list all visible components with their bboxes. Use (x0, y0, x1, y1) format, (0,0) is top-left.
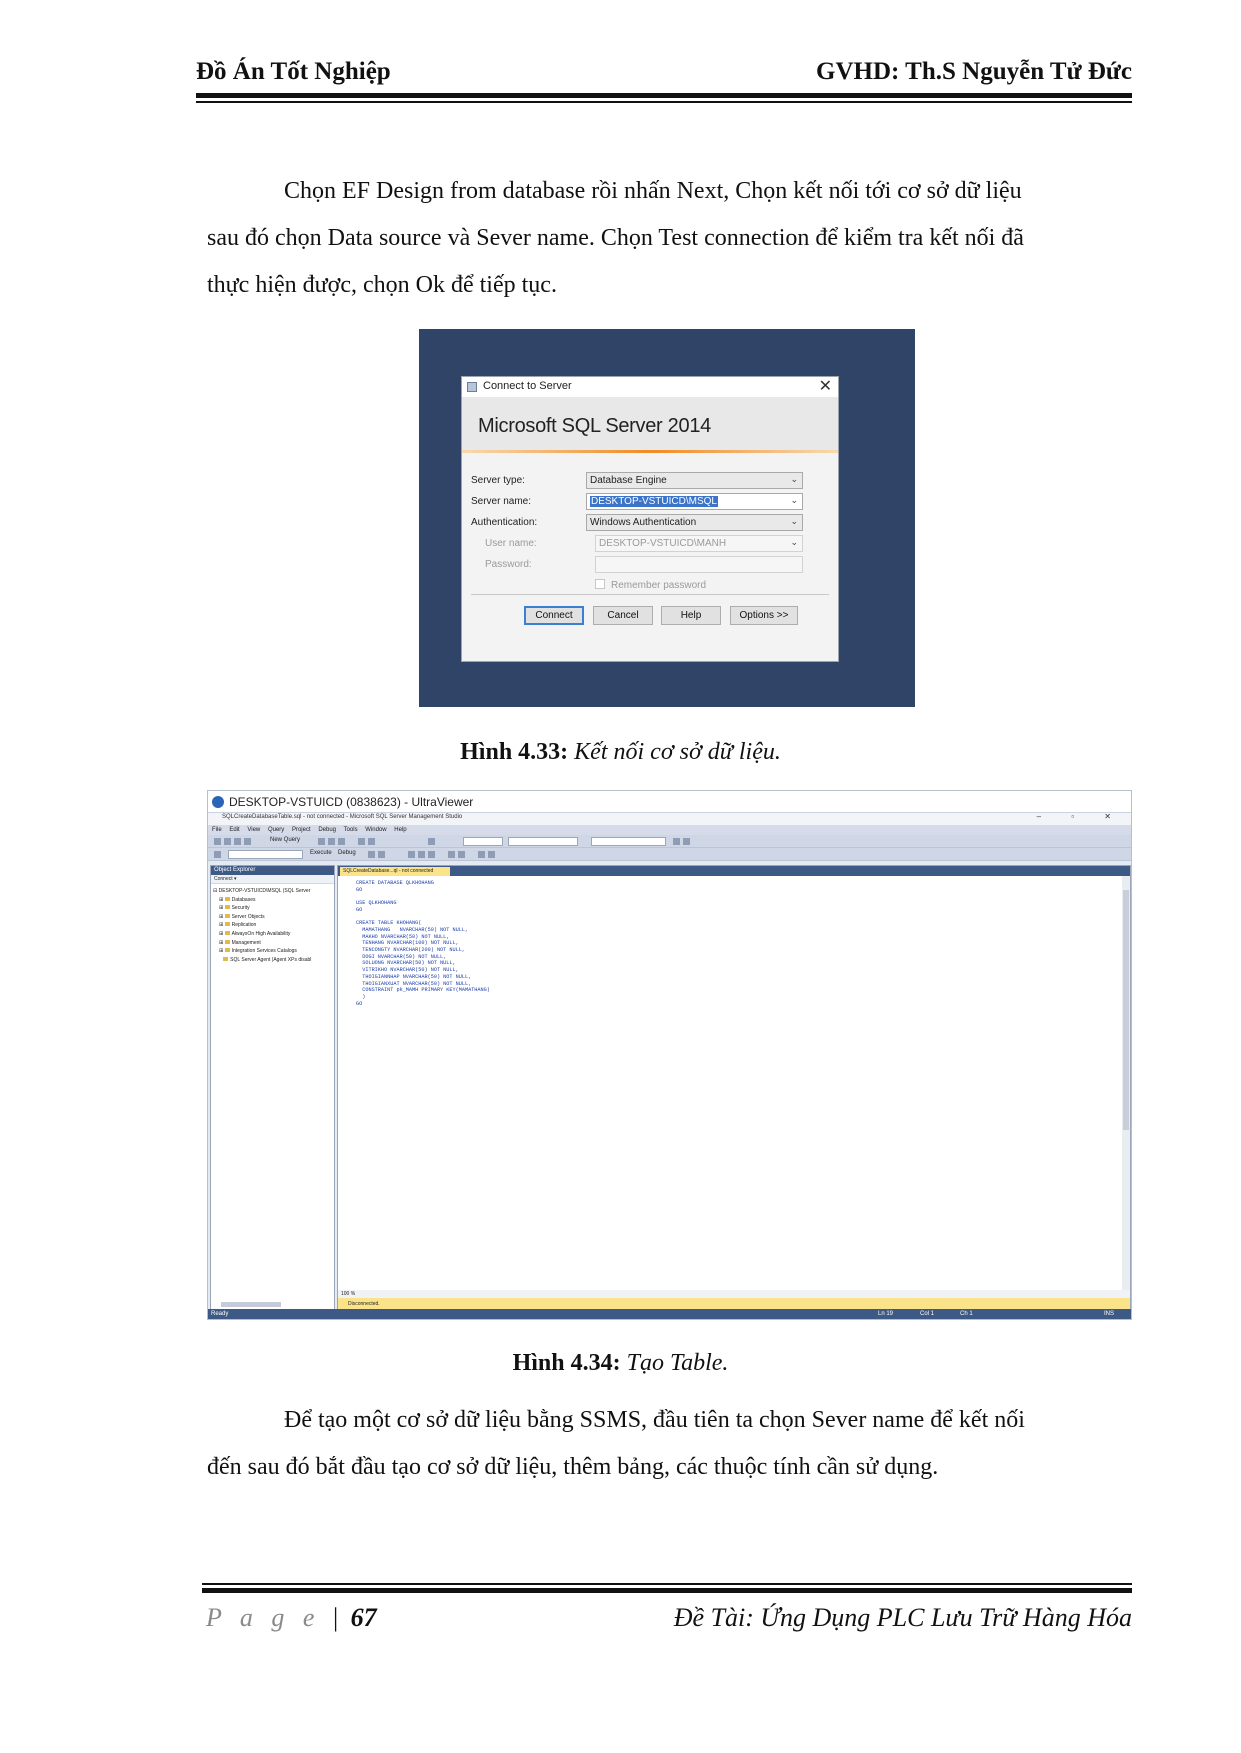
chevron-down-icon: ⌄ (790, 537, 798, 547)
code-line (356, 914, 490, 921)
menu-item-edit[interactable]: Edit (229, 827, 240, 833)
cancel-button[interactable]: Cancel (593, 606, 653, 625)
tree-item[interactable]: ⊞ Integration Services Catalogs (219, 948, 297, 955)
stop-icon[interactable] (368, 851, 375, 858)
user-name-label: User name: (485, 538, 537, 549)
code-line: GO (356, 886, 363, 893)
close-icon[interactable]: ✕ (818, 378, 832, 395)
chevron-down-icon: ⌄ (790, 516, 798, 526)
redo-icon[interactable] (368, 838, 375, 845)
paragraph-line: thực hiện được, chọn Ok để tiếp tục. (207, 272, 557, 298)
tree-item-label: Replication (231, 922, 257, 929)
tree-item-label: AlwaysOn High Availability (231, 930, 291, 937)
code-line: USE QLKHOHANG (356, 900, 397, 907)
password-label: Password: (485, 559, 532, 570)
tree-item-label: DESKTOP-VSTUICD\MSQL (SQL Server (218, 888, 311, 894)
results-file-icon[interactable] (428, 851, 435, 858)
zoom-level[interactable]: 100 % (338, 1290, 1130, 1298)
user-name-value: DESKTOP-VSTUICD\MANH (599, 538, 727, 549)
undo-icon[interactable] (358, 838, 365, 845)
save-icon[interactable] (234, 838, 241, 845)
connect-button[interactable]: Connect (524, 606, 584, 625)
solution-config-select[interactable] (463, 837, 503, 846)
paragraph-intro (207, 168, 1131, 309)
outdent-icon[interactable] (488, 851, 495, 858)
vertical-scrollbar[interactable] (1122, 876, 1130, 1301)
new-project-icon[interactable] (214, 838, 221, 845)
ultraviewer-titlebar (208, 791, 1131, 813)
debug-button[interactable]: Debug (338, 850, 356, 856)
authentication-label: Authentication: (471, 517, 538, 528)
figure-caption-4-33 (0, 739, 1241, 766)
tree-item[interactable]: ⊞ Replication (219, 922, 257, 929)
code-line (356, 893, 490, 900)
thesis-topic: Đề Tài: Ứng Dụng PLC Lưu Trữ Hàng Hóa (673, 1603, 1132, 1632)
ssms-titlebar (208, 813, 1131, 825)
tree-item[interactable]: ⊞ Databases (219, 896, 256, 903)
status-col: Col 1 (920, 1311, 935, 1317)
folder-icon (225, 905, 230, 909)
status-ready: Ready (211, 1311, 229, 1317)
server-name-label: Server name: (471, 496, 532, 507)
tree-item[interactable]: ⊞ Security (219, 905, 250, 912)
save-all-icon[interactable] (244, 838, 251, 845)
code-line: GO (356, 1000, 363, 1007)
tab-sql-file[interactable]: SQLCreateDatabase...ql - not connected (340, 867, 450, 876)
uncomment-icon[interactable] (458, 851, 465, 858)
results-grid-icon[interactable] (408, 851, 415, 858)
code-line: TENHANG NVARCHAR(100) NOT NULL, (356, 940, 459, 947)
menu-bar (208, 825, 1131, 835)
help-button[interactable]: Help (661, 606, 721, 625)
paragraph-ssms (207, 1397, 1131, 1491)
code-line: CREATE DATABASE QLKHOHANG (356, 880, 434, 886)
object-explorer-title: Object Explorer (211, 866, 334, 875)
dialog-title: Connect to Server (483, 380, 572, 392)
figure-connect-to-server (419, 329, 915, 707)
database-icon[interactable] (318, 838, 325, 845)
dialog-titlebar (462, 377, 838, 397)
paragraph-line: Chọn EF Design from database rồi nhấn Next, Chọn kết nối tới cơ sở dữ liệu (284, 178, 1022, 204)
menu-item-window[interactable]: Window (365, 827, 387, 833)
tree-item-label: Integration Services Catalogs (231, 948, 297, 955)
agent-icon (223, 957, 228, 961)
code-line: DOGI NVARCHAR(50) NOT NULL, (356, 953, 447, 960)
status-ins: INS (1104, 1311, 1115, 1317)
folder-icon (225, 922, 230, 926)
code-line: GO (356, 906, 363, 913)
tree-item[interactable]: ⊞ Server Objects (219, 913, 265, 920)
find-field[interactable] (591, 837, 666, 846)
standard-toolbar (208, 835, 1131, 848)
paragraph-line: đến sau đó bắt đầu tạo cơ sở dữ liệu, thêm bảng, các thuộc tính cần sử dụng. (207, 1454, 939, 1480)
parse-icon[interactable] (378, 851, 385, 858)
new-query-button[interactable]: New Query (270, 837, 301, 843)
server-name-row (471, 493, 821, 511)
code-line: TENCONGTY NVARCHAR(200) NOT NULL, (356, 947, 465, 954)
header-left-title: Đồ Án Tốt Nghiệp (196, 58, 391, 85)
results-text-icon[interactable] (418, 851, 425, 858)
user-name-select (595, 535, 803, 552)
folder-icon (225, 914, 230, 918)
server-type-label: Server type: (471, 475, 525, 486)
indent-icon[interactable] (478, 851, 485, 858)
platform-select[interactable] (508, 837, 578, 846)
page-separator: | (332, 1603, 339, 1632)
remember-password-checkbox (595, 579, 706, 591)
object-explorer-connect[interactable]: Connect ▾ (211, 875, 334, 884)
code-line: ) (356, 993, 366, 1000)
user-name-row (471, 535, 821, 553)
status-ch: Ch 1 (960, 1311, 973, 1317)
tree-item-label: SQL Server Agent (Agent XPs disabl (230, 956, 312, 963)
ultraviewer-icon (212, 796, 224, 808)
remember-password-label: Remember password (611, 580, 707, 591)
options-button[interactable]: Options >> (730, 606, 798, 625)
tree-item-label: Security (231, 905, 250, 912)
code-line: THOIGIANXUAT NVARCHAR(50) NOT NULL, (356, 980, 472, 987)
product-name: Microsoft SQL Server 2014 (478, 415, 711, 437)
server-name-value: DESKTOP-VSTUICD\MSQL (591, 496, 717, 507)
menu-item-view[interactable]: View (247, 827, 261, 833)
dialog-separator (471, 594, 829, 595)
menu-item-tools[interactable]: Tools (343, 827, 358, 833)
menu-item-query[interactable]: Query (267, 827, 285, 833)
password-row (471, 556, 821, 574)
menu-item-project[interactable]: Project (291, 827, 311, 833)
page-number: 67 (350, 1603, 377, 1632)
menu-item-file[interactable]: File (212, 827, 222, 833)
page-header (196, 58, 1132, 92)
status-line: Ln 19 (878, 1311, 894, 1317)
object-explorer-tree (213, 887, 311, 964)
header-rule-thin (196, 101, 1132, 103)
caption-text: Tạo Table. (626, 1350, 729, 1376)
tree-item[interactable] (213, 956, 311, 965)
horizontal-scrollbar[interactable] (221, 1302, 281, 1307)
run-icon[interactable] (428, 838, 435, 845)
ssms-title: SQLCreateDatabaseTable.sql - not connected - Microsoft SQL Server Management Studio (222, 814, 463, 820)
authentication-value: Windows Authentication (590, 517, 697, 528)
code-line: MAMATHANG NVARCHAR(50) NOT NULL, (356, 926, 469, 933)
query-editor (337, 865, 1131, 1311)
copy-icon[interactable] (328, 838, 335, 845)
paragraph-line: Để tạo một cơ sở dữ liệu bằng SSMS, đầu tiên ta chọn Sever name để kết nối (284, 1407, 1025, 1433)
page-footer (202, 1603, 1132, 1637)
sql-code[interactable] (356, 880, 490, 1007)
editor-tabstrip (338, 866, 1130, 876)
object-explorer-panel (210, 865, 335, 1311)
password-field (595, 556, 803, 573)
server-type-row (471, 472, 821, 490)
server-type-value: Database Engine (590, 475, 667, 486)
chevron-down-icon: ⌄ (790, 474, 798, 484)
code-line: THOIGIANNHAP NVARCHAR(50) NOT NULL, (356, 973, 472, 980)
window-controls[interactable]: – ▫ ✕ (1036, 812, 1125, 821)
status-bar (208, 1309, 1131, 1319)
folder-icon (225, 940, 230, 944)
footer-rule (202, 1588, 1132, 1593)
caption-text: Kết nối cơ sở dữ liệu. (574, 739, 781, 765)
code-line: MAKHO NVARCHAR(50) NOT NULL, (356, 933, 450, 940)
paste-icon[interactable] (338, 838, 345, 845)
code-line: CREATE TABLE KHOHANG( (356, 920, 422, 927)
authentication-row (471, 514, 821, 532)
code-line: SOLUONG NVARCHAR(50) NOT NULL, (356, 960, 456, 967)
tree-item-server[interactable]: ⊟ DESKTOP-VSTUICD\MSQL (SQL Server (213, 888, 311, 894)
paragraph-line: sau đó chọn Data source và Sever name. Chọn Test connection để kiểm tra kết nối đã (207, 225, 1024, 251)
execute-button[interactable]: Execute (310, 850, 332, 856)
figure-ssms-create-table (207, 790, 1132, 1320)
scroll-thumb[interactable] (1123, 890, 1129, 1130)
folder-icon (225, 931, 230, 935)
page-indicator (206, 1603, 377, 1633)
code-line: VITRIKHO NVARCHAR(50) NOT NULL, (356, 967, 459, 974)
folder-icon (225, 948, 230, 952)
menu-item-debug[interactable]: Debug (318, 827, 336, 833)
tree-item-label: Management (231, 939, 261, 946)
server-icon (467, 382, 477, 392)
folder-icon (225, 897, 230, 901)
connect-dialog (461, 376, 839, 662)
header-rule (196, 93, 1132, 98)
dialog-banner (462, 397, 838, 453)
server-name-select[interactable] (586, 493, 803, 510)
caption-label: Hình 4.34: (512, 1350, 621, 1376)
page-word: P a g e (206, 1603, 321, 1632)
tree-item[interactable]: ⊞ Management (219, 939, 261, 946)
checkbox-box (595, 579, 605, 589)
figure-caption-4-34 (0, 1350, 1241, 1377)
code-line: CONSTRAINT pk_MAMH PRIMARY KEY(MAMATHANG) (356, 987, 490, 994)
tree-item-label: Databases (231, 896, 256, 903)
caption-label: Hình 4.33: (460, 739, 569, 765)
authentication-select[interactable] (586, 514, 803, 531)
connection-status: Disconnected. (338, 1298, 1130, 1310)
sql-editor-toolbar (208, 848, 1131, 861)
header-right-advisor: GVHD: Th.S Nguyễn Tử Đức (816, 58, 1132, 85)
menu-item-help[interactable]: Help (394, 827, 407, 833)
database-select[interactable] (228, 850, 303, 859)
comment-icon[interactable] (448, 851, 455, 858)
server-type-select[interactable] (586, 472, 803, 489)
open-icon[interactable] (224, 838, 231, 845)
banner-stripe (462, 450, 838, 453)
search-icon[interactable] (673, 838, 680, 845)
footer-rule-thin (202, 1583, 1132, 1585)
properties-icon[interactable] (683, 838, 690, 845)
chevron-down-icon: ⌄ (790, 495, 798, 505)
tree-item-label: Server Objects (231, 913, 265, 920)
tree-item[interactable]: ⊞ AlwaysOn High Availability (219, 930, 291, 937)
connect-icon[interactable] (214, 851, 221, 858)
ultraviewer-title: DESKTOP-VSTUICD (0838623) - UltraViewer (229, 795, 474, 809)
